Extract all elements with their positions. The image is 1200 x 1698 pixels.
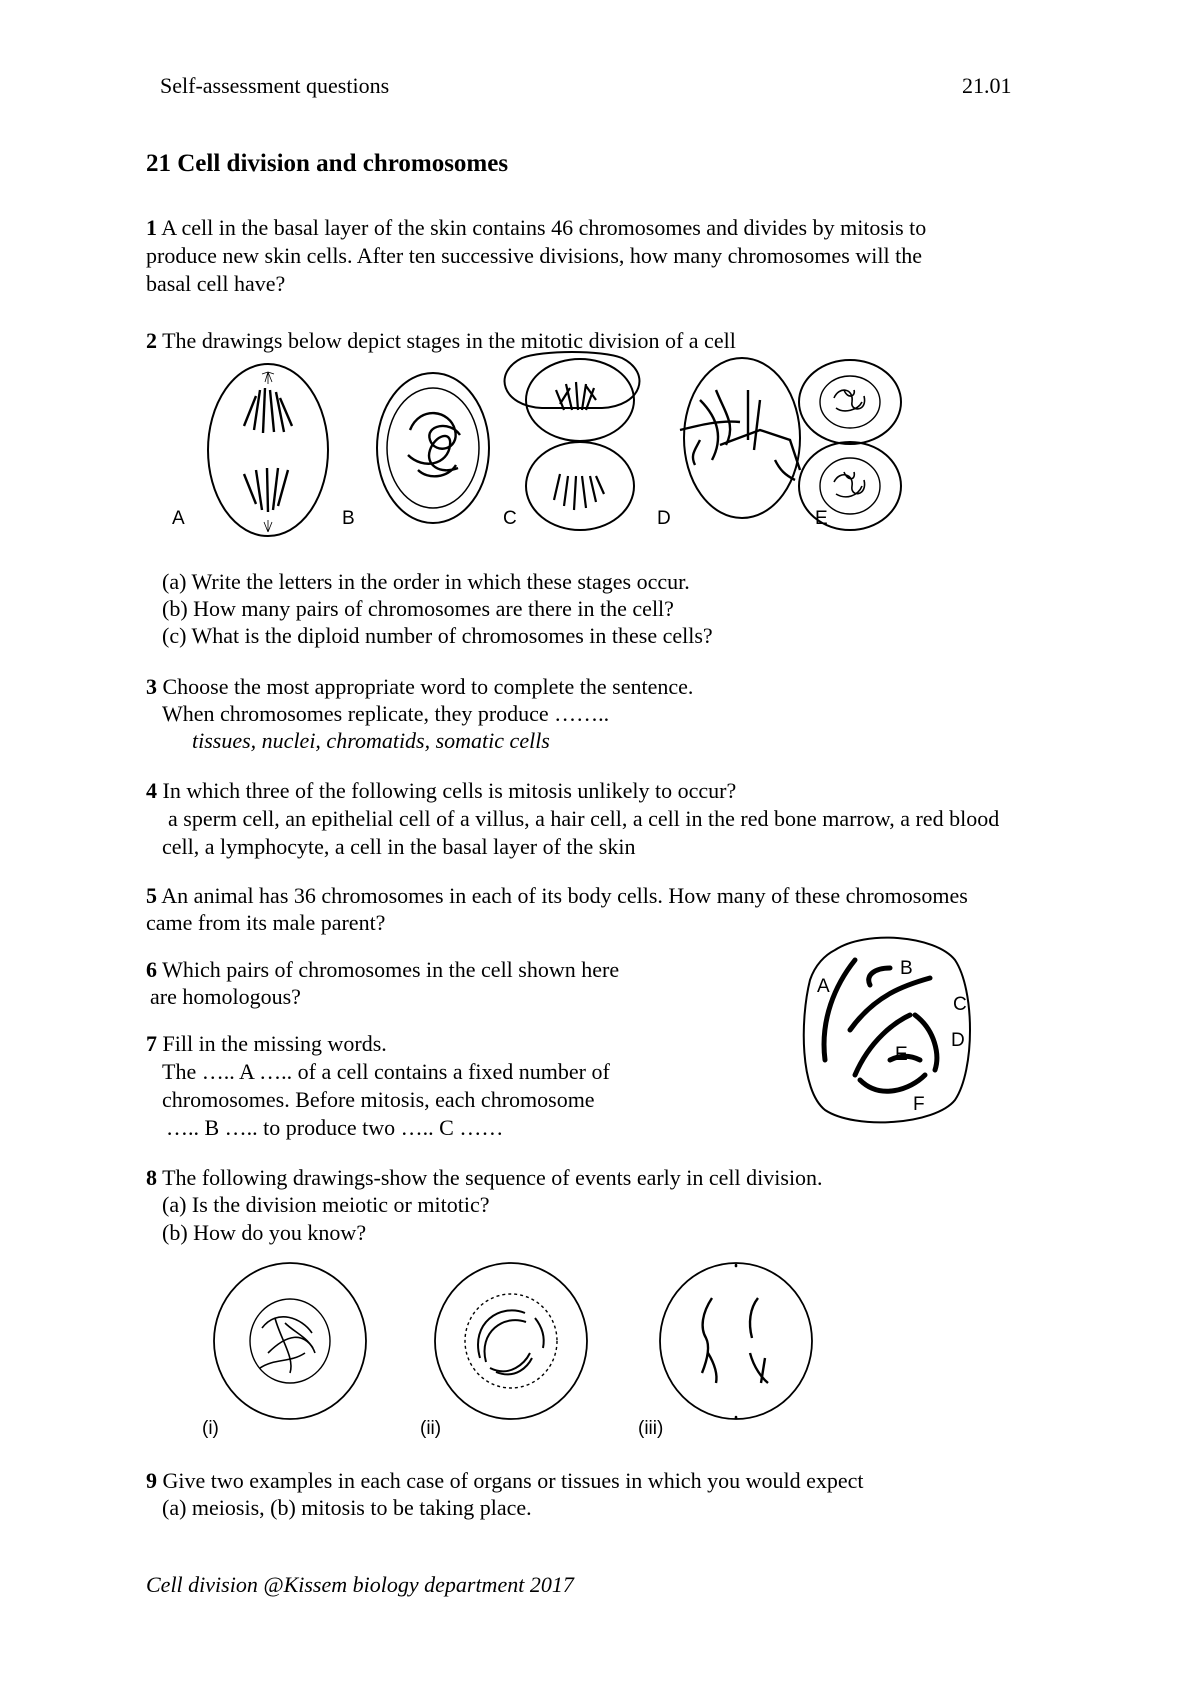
chromosome-label-D: D — [951, 1030, 965, 1051]
question-1-line-1: 1 A cell in the basal layer of the skin contains 46 chromosomes and divides by mitosis to — [146, 215, 927, 240]
chromosome-label-B: B — [900, 958, 913, 979]
question-8-text: 8 The following drawings-show the sequence of events early in cell division. — [146, 1165, 823, 1190]
footer: Cell division @Kissem biology department 2017 — [146, 1572, 574, 1597]
question-2-part-a: (a) Write the letters in the order in which these stages occur. — [162, 569, 690, 594]
question-7-line-4: ….. B ….. to produce two ….. C …… — [166, 1115, 504, 1140]
question-number: 8 — [146, 1165, 157, 1190]
figure-label-B: B — [342, 508, 355, 529]
question-2-part-b: (b) How many pairs of chromosomes are there in the cell? — [162, 596, 674, 621]
stage-label-i: (i) — [202, 1418, 219, 1439]
question-3-options: tissues, nuclei, chromatids, somatic cells — [192, 728, 550, 753]
question-4-text: 4 In which three of the following cells is mitosis unlikely to occur? — [146, 778, 737, 803]
question-2-text: 2 The drawings below depict stages in the mitotic division of a cell — [146, 328, 736, 353]
figure-label-D: D — [657, 508, 671, 529]
question-7-text: 7 Fill in the missing words. — [146, 1031, 387, 1056]
question-5-line-2: came from its male parent? — [146, 910, 386, 935]
question-number: 5 — [146, 883, 157, 908]
question-1-line-3: basal cell have? — [146, 271, 286, 296]
header-left: Self-assessment questions — [160, 73, 390, 98]
question-1-line-2: produce new skin cells. After ten successive divisions, how many chromosomes will the — [146, 243, 922, 268]
question-3-sentence: When chromosomes replicate, they produce …….. — [162, 701, 610, 726]
question-number: 2 — [146, 328, 157, 353]
stage-label-iii: (iii) — [638, 1418, 664, 1439]
mitosis-stages-figure — [160, 360, 980, 540]
chromosome-label-F: F — [913, 1094, 925, 1115]
question-8-part-b: (b) How do you know? — [162, 1220, 367, 1245]
question-7-line-3: chromosomes. Before mitosis, each chromosome — [162, 1087, 595, 1112]
chromosome-label-C: C — [953, 994, 967, 1015]
question-number: 6 — [146, 957, 157, 982]
figure-label-E: E — [815, 508, 828, 529]
stage-label-ii: (ii) — [420, 1418, 442, 1439]
question-6-line-2: are homologous? — [150, 984, 301, 1009]
page-title: 21 Cell division and chromosomes — [146, 150, 509, 177]
figure-label-A: A — [172, 508, 185, 529]
homologous-chromosomes-figure — [795, 930, 975, 1130]
question-8-part-a: (a) Is the division meiotic or mitotic? — [162, 1192, 490, 1217]
figure-label-C: C — [503, 508, 517, 529]
chromosome-label-E: E — [895, 1044, 908, 1065]
question-6-text: 6 Which pairs of chromosomes in the cell shown here — [146, 957, 620, 982]
question-9-line-2: (a) meiosis, (b) mitosis to be taking place. — [162, 1495, 532, 1520]
question-3-text: 3 Choose the most appropriate word to complete the sentence. — [146, 674, 694, 699]
question-7-line-2: The ….. A ….. of a cell contains a fixed number of — [162, 1059, 610, 1084]
question-number: 3 — [146, 674, 157, 699]
question-number: 4 — [146, 778, 157, 803]
question-4-line-3: cell, a lymphocyte, a cell in the basal layer of the skin — [162, 834, 636, 859]
header-page-number: 21.01 — [962, 73, 1012, 98]
question-number: 9 — [146, 1468, 157, 1493]
question-number: 7 — [146, 1031, 157, 1056]
question-number: 1 — [146, 215, 157, 240]
question-4-line-2: a sperm cell, an epithelial cell of a villus, a hair cell, a cell in the red bone marrow, a red blood — [168, 806, 1000, 831]
cell-division-sequence-figure — [190, 1258, 830, 1438]
question-9-text: 9 Give two examples in each case of organs or tissues in which you would expect — [146, 1468, 864, 1493]
question-5-text: 5 An animal has 36 chromosomes in each of its body cells. How many of these chromosomes — [146, 883, 968, 908]
question-2-part-c: (c) What is the diploid number of chromosomes in these cells? — [162, 623, 713, 648]
chromosome-label-A: A — [817, 976, 830, 997]
